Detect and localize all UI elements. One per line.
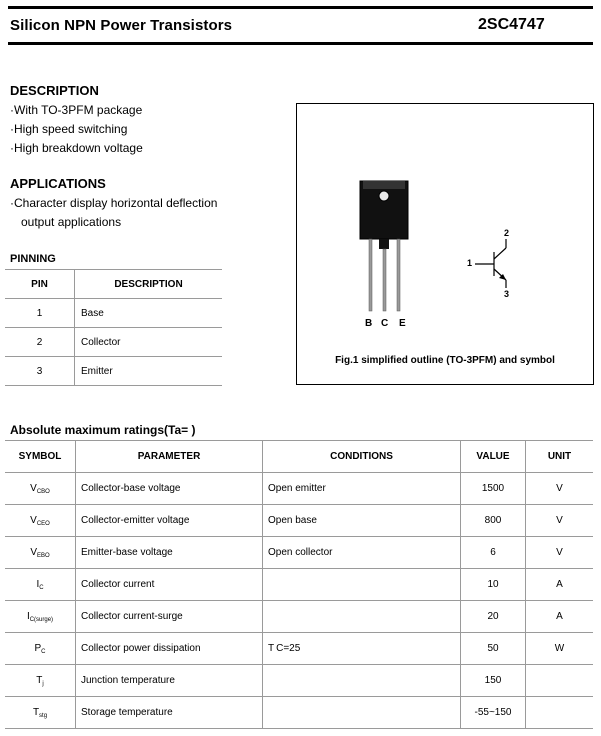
parameter-column-header: PARAMETER [76,441,263,473]
figure-caption: Fig.1 simplified outline (TO-3PFM) and symbol [335,355,555,366]
unit-cell [526,697,594,729]
pin-description: Collector [75,328,223,357]
description-item: ·With TO-3PFM package [10,103,143,117]
pin-description: Base [75,299,223,328]
table-row [5,505,593,537]
symbol-cell: $V_{CBO}$ [5,473,76,505]
unit-column-header: UNIT [526,441,594,473]
value-cell: 20 [461,601,526,633]
conditions-cell: Open collector [263,537,461,569]
description-item: ·High breakdown voltage [10,141,143,155]
package-tab-top [363,181,405,189]
pin-number: 3 [5,357,75,386]
description-column-header: DESCRIPTION [75,270,223,299]
lead-label-b: B [365,318,373,329]
conditions-cell: T C=25 [263,633,461,665]
parameter-cell: Junction temperature [76,665,263,697]
package-neck [379,239,389,249]
table-header-row [5,270,222,299]
lead-label-c: C [381,318,389,329]
value-cell: 6 [461,537,526,569]
unit-cell: A [526,569,594,601]
unit-cell: V [526,473,594,505]
conditions-cell: Open base [263,505,461,537]
lead-base [369,239,372,311]
table-row [5,537,593,569]
figure-box [296,103,594,385]
value-cell: 800 [461,505,526,537]
unit-cell: V [526,505,594,537]
pinning-table [5,269,222,386]
package-outline-drawing [297,104,593,384]
symbol-cell: $I_C$ [5,569,76,601]
table-row [5,299,222,328]
conditions-cell [263,697,461,729]
conditions-cell [263,569,461,601]
applications-list [10,194,217,232]
conditions-column-header: CONDITIONS [263,441,461,473]
conditions-cell [263,601,461,633]
value-cell: 1500 [461,473,526,505]
table-row [5,697,593,729]
top-rule [8,6,593,9]
unit-cell: W [526,633,594,665]
symbol-cell: $V_{EBO}$ [5,537,76,569]
symbol-cell: $P_C$ [5,633,76,665]
unit-cell: A [526,601,594,633]
description-list [10,101,143,158]
parameter-cell: Emitter-base voltage [76,537,263,569]
table-row [5,601,593,633]
header-bottom-rule [8,42,593,45]
unit-cell [526,665,594,697]
parameter-cell: Collector power dissipation [76,633,263,665]
ratings-table [5,440,593,729]
symbol-pin-2: 2 [504,228,510,238]
ratings-heading: Absolute maximum ratings(Ta= ) [10,423,196,437]
table-row [5,328,222,357]
table-header-row [5,441,593,473]
unit-cell: V [526,537,594,569]
table-row [5,357,222,386]
application-line: ·Character display horizontal deflection [10,196,218,210]
table-row [5,569,593,601]
pin-description: Emitter [75,357,223,386]
table-row [5,473,593,505]
parameter-cell: Collector-base voltage [76,473,263,505]
pinning-heading: PINNING [10,253,56,265]
pin-number: 1 [5,299,75,328]
symbol-pin-1: 1 [467,258,473,268]
symbol-cell: $T_{stg}$ [5,697,76,729]
application-line: output applications [21,215,122,229]
parameter-cell: Storage temperature [76,697,263,729]
value-cell: 10 [461,569,526,601]
npn-transistor-symbol [475,239,506,288]
symbol-column-header: SYMBOL [5,441,76,473]
parameter-cell: Collector-emitter voltage [76,505,263,537]
value-cell: -55~150 [461,697,526,729]
parameter-cell: Collector current-surge [76,601,263,633]
package-body [360,181,408,239]
value-column-header: VALUE [461,441,526,473]
symbol-cell: $V_{CEO}$ [5,505,76,537]
part-number: 2SC4747 [478,16,545,33]
table-row [5,633,593,665]
lead-emitter [397,239,400,311]
symbol-cell: $I_{C(surge)}$ [5,601,76,633]
parameter-cell: Collector current [76,569,263,601]
lead-label-e: E [399,318,406,329]
lead-collector [383,249,386,311]
applications-heading: APPLICATIONS [10,176,106,191]
description-heading: DESCRIPTION [10,83,99,98]
symbol-pin-3: 3 [504,289,510,299]
pin-number: 2 [5,328,75,357]
doc-title: Silicon NPN Power Transistors [10,17,233,34]
conditions-cell [263,665,461,697]
value-cell: 50 [461,633,526,665]
description-item: ·High speed switching [10,122,128,136]
table-row [5,665,593,697]
mounting-hole [379,191,389,201]
value-cell: 150 [461,665,526,697]
symbol-cell: $T_j$ [5,665,76,697]
pin-column-header: PIN [5,270,75,299]
conditions-cell: Open emitter [263,473,461,505]
